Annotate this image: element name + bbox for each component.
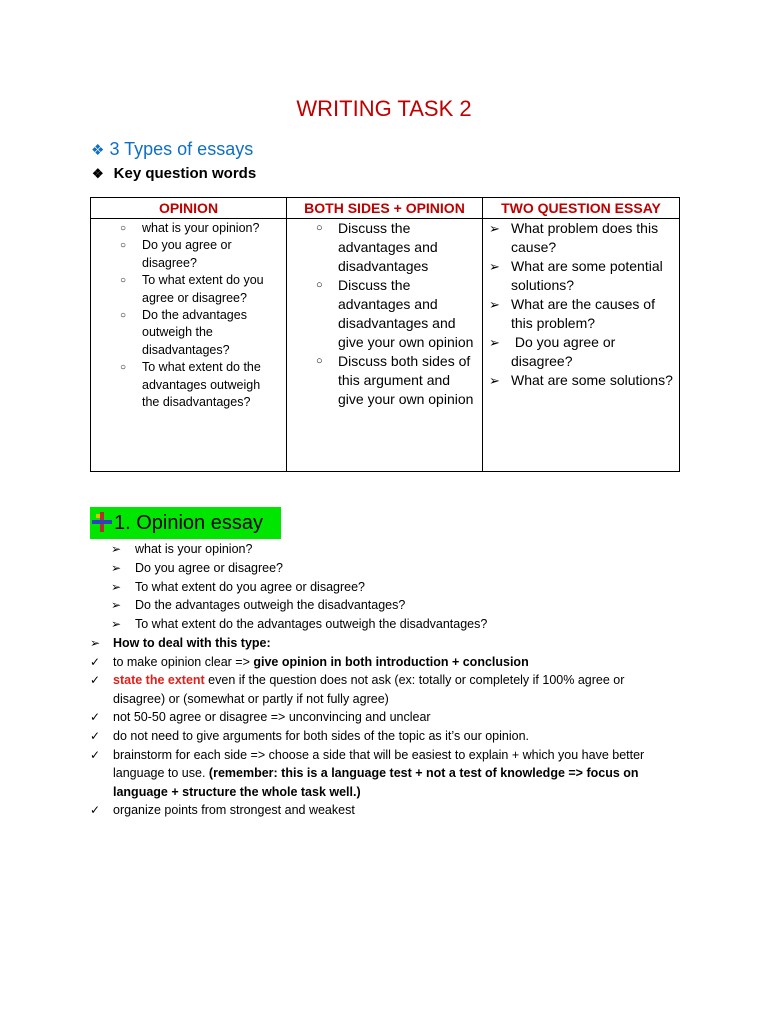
list-item: ○ Discuss both sides of this argument and give your own opinion bbox=[316, 353, 474, 407]
opinion-notes-list bbox=[0, 634, 768, 820]
note-item: ✓ to make opinion clear => give opinion in both introduction + conclusion bbox=[0, 653, 768, 672]
list-item: ➢ Do you agree or disagree? bbox=[0, 559, 768, 578]
types-heading bbox=[91, 139, 253, 160]
list-item: ○ Discuss the advantages and disadvantages and give your own opinion bbox=[316, 277, 474, 350]
arrow-bullet-icon: ➢ bbox=[111, 560, 122, 575]
list-item: ○ To what extent do the advantages outweigh the disadvantages? bbox=[120, 360, 261, 410]
types-heading-text: 3 Types of essays bbox=[109, 139, 254, 159]
plus-icon bbox=[92, 512, 112, 532]
circle-bullet-icon: ○ bbox=[120, 275, 127, 287]
note-item: ✓ not 50-50 agree or disagree => unconvincing and unclear bbox=[0, 708, 768, 727]
list-item: ➢ What are some solutions? bbox=[489, 372, 673, 388]
checkmark-icon: ✓ bbox=[90, 673, 101, 688]
list-item: ➢ What are the causes of this problem? bbox=[489, 296, 655, 331]
header-both-sides: BOTH SIDES + OPINION bbox=[287, 198, 483, 219]
how-to-item: ➢ How to deal with this type: bbox=[0, 634, 768, 653]
arrow-bullet-icon: ➢ bbox=[489, 373, 500, 388]
circle-bullet-icon: ○ bbox=[120, 223, 127, 234]
circle-bullet-icon: ○ bbox=[120, 362, 127, 374]
note-item: ✓ do not need to give arguments for both sides of the topic as it’s our opinion. bbox=[0, 727, 768, 746]
key-heading bbox=[92, 165, 256, 182]
list-item: ➢ To what extent do you agree or disagree? bbox=[0, 578, 768, 597]
list-item: ○ Discuss the advantages and disadvantages bbox=[316, 220, 438, 274]
checkmark-icon: ✓ bbox=[90, 654, 101, 669]
list-item: ➢ what is your opinion? bbox=[0, 540, 768, 559]
list-item: ➢ What are some potential solutions? bbox=[489, 258, 663, 293]
arrow-bullet-icon: ➢ bbox=[489, 221, 500, 236]
list-item: ○ To what extent do you agree or disagree? bbox=[120, 273, 264, 305]
list-item: ○ Do the advantages outweigh the disadvantages? bbox=[120, 308, 247, 357]
key-heading-text: Key question words bbox=[113, 165, 257, 182]
both-sides-cell bbox=[287, 219, 483, 472]
note-item: ✓ organize points from strongest and weakest bbox=[0, 801, 768, 820]
header-two-question: TWO QUESTION ESSAY bbox=[483, 198, 680, 219]
header-opinion: OPINION bbox=[91, 198, 287, 219]
circle-bullet-icon: ○ bbox=[120, 310, 127, 322]
opinion-essay-heading bbox=[90, 507, 281, 539]
circle-bullet-icon: ○ bbox=[316, 355, 323, 367]
note-item: ✓ state the extent even if the question does not ask (ex: totally or completely if 100% agree or disagree) or (somewhat or partly if not fully agree) bbox=[90, 673, 625, 706]
circle-bullet-icon: ○ bbox=[120, 240, 127, 252]
arrow-bullet-icon: ➢ bbox=[489, 335, 500, 350]
opinion-essay-heading-text: 1. Opinion essay bbox=[114, 512, 263, 534]
checkmark-icon: ✓ bbox=[90, 747, 101, 762]
arrow-bullet-icon: ➢ bbox=[489, 297, 500, 312]
list-item: ➢ Do the advantages outweigh the disadvantages? bbox=[0, 596, 768, 615]
checkmark-icon: ✓ bbox=[90, 803, 101, 818]
page-title: WRITING TASK 2 bbox=[296, 96, 472, 121]
list-item: ➢ What problem does this cause? bbox=[489, 220, 659, 255]
arrow-bullet-icon: ➢ bbox=[90, 636, 101, 650]
checkmark-icon: ✓ bbox=[90, 710, 101, 725]
circle-bullet-icon: ○ bbox=[316, 279, 323, 291]
list-item: ○ what is your opinion? bbox=[91, 220, 286, 237]
note-item: ✓ brainstorm for each side => choose a side that will be easiest to explain + which you have better language to use. (remember: this is a language test + not a test of knowledge => focus on language + structure the whole task well.) bbox=[90, 747, 645, 799]
arrow-bullet-icon: ➢ bbox=[111, 542, 122, 556]
circle-bullet-icon: ○ bbox=[316, 222, 323, 234]
arrow-bullet-icon: ➢ bbox=[489, 259, 500, 274]
checkmark-icon: ✓ bbox=[90, 728, 101, 743]
diamond-bullet-icon: ❖ bbox=[92, 166, 104, 181]
arrow-bullet-icon: ➢ bbox=[111, 598, 122, 613]
two-question-cell bbox=[483, 219, 680, 472]
list-item: ○ Do you agree or disagree? bbox=[120, 238, 232, 270]
question-words-table bbox=[90, 197, 680, 472]
list-item: ➢ To what extent do the advantages outweigh the disadvantages? bbox=[0, 615, 768, 634]
arrow-bullet-icon: ➢ bbox=[111, 617, 122, 632]
diamond-bullet-icon: ❖ bbox=[91, 142, 105, 159]
list-item: ➢ Do you agree or disagree? bbox=[489, 334, 620, 369]
opinion-questions-list bbox=[0, 540, 768, 634]
arrow-bullet-icon: ➢ bbox=[111, 579, 122, 594]
opinion-cell bbox=[91, 219, 287, 472]
